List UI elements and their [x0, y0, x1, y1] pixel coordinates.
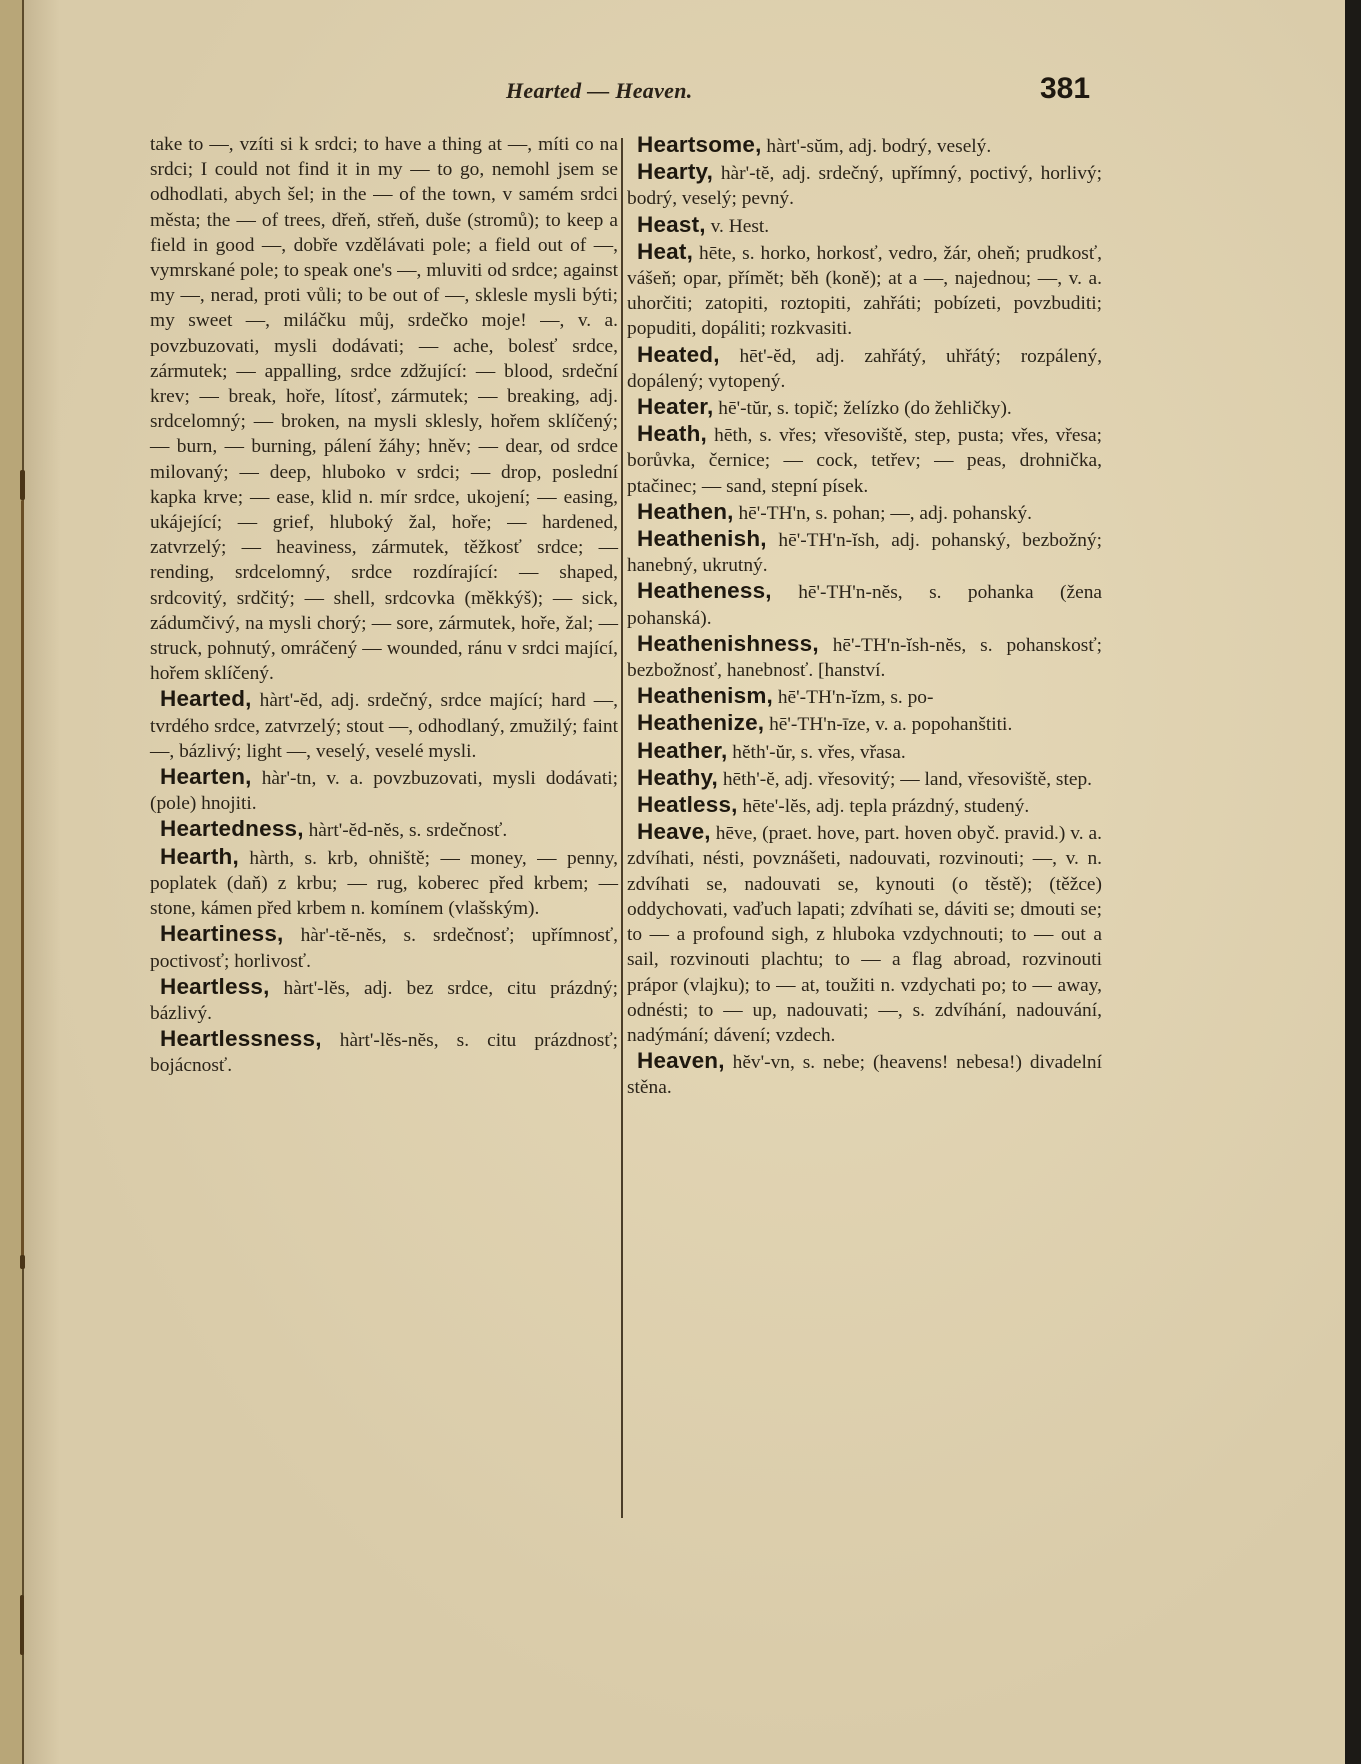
dictionary-entry — [627, 526, 1102, 578]
headword: Heater, — [637, 394, 714, 420]
entry-definition: v. Hest. — [705, 215, 770, 237]
headword: Heathenishness, — [637, 630, 819, 656]
dictionary-entry — [627, 738, 1102, 765]
dictionary-entry — [627, 1048, 1102, 1100]
entry-definition: hē'-TH'n-īze, v. a. popohanštiti. — [764, 714, 1013, 736]
headword: Heaven, — [637, 1048, 725, 1074]
headword: Heathenism, — [637, 683, 773, 709]
entry-definition: hàrt'-ĕd-nĕs, s. srdečnosť. — [303, 820, 508, 842]
entry-definition: hàrt'-sŭm, adj. bodrý, veselý. — [761, 136, 992, 157]
headword: Heathenize, — [637, 710, 765, 736]
entry-definition: hēt'-ĕd, adj. zahřátý, uhřátý; rozpálený, dopálený; vytopený. — [627, 345, 1102, 392]
entry-definition: hēth, s. vřes; vřesoviště, step, pusta; vřes, vřesa; borůvka, černice; — cock, tetřev; — peas, drohnička, ptačinec; — sand, stepní písek. — [627, 425, 1102, 497]
dictionary-entry — [150, 844, 618, 922]
binding-mark — [21, 500, 24, 1260]
headword: Heather, — [637, 737, 728, 763]
dictionary-entry — [150, 764, 618, 816]
dictionary-entry — [150, 921, 618, 973]
headword: Heartsome, — [637, 132, 762, 157]
dictionary-entry — [150, 1026, 618, 1078]
headword: Heatheness, — [637, 578, 772, 604]
entry-definition: hàr'-tn, v. a. povzbuzovati, mysli dodávati; (pole) hnojiti. — [150, 768, 618, 815]
column-divider — [621, 138, 623, 1518]
entry-definition: hēte, s. horko, horkosť, vedro, žár, oheň; prudkosť, vášeň; opar, přímět; běh (koně); at a —, najednou; —, v. a. uhorčiti; zatopiti, roztopiti, zahřáti; pobízeti, povzbuditi; popuditi, dopáliti; rozkvasiti. — [627, 242, 1102, 340]
dictionary-entry — [627, 394, 1102, 421]
entry-definition: hàrth, s. krb, ohniště; — money, — penny, poplatek (daň) z krbu; — rug, koberec před krbem; — stone, kámen před krbem n. komínem (vlašským). — [150, 847, 618, 920]
entry-continuation — [150, 132, 618, 686]
dictionary-entry — [627, 342, 1102, 394]
dictionary-entry — [627, 499, 1102, 526]
entry-definition: hàr'-tĕ-nĕs, s. srdečnosť; upřímnosť, poctivosť; horlivosť. — [150, 925, 618, 972]
dictionary-entry — [150, 974, 618, 1026]
dictionary-entry — [627, 683, 1102, 710]
entry-definition: hàrt'-lĕs-nĕs, s. citu prázdnosť; bojácnosť. — [150, 1030, 618, 1077]
dictionary-entry — [627, 159, 1102, 211]
dictionary-entry — [627, 631, 1102, 683]
entry-definition: hē'-tŭr, s. topič; želízko (do žehličky). — [713, 398, 1012, 420]
headword: Heathen, — [637, 498, 734, 524]
dictionary-entry — [627, 710, 1102, 737]
headword: Heath, — [637, 421, 707, 447]
entry-definition: hē'-TH'n-ĭzm, s. po- — [773, 687, 934, 709]
entry-definition: hēte'-lĕs, adj. tepla prázdný, studený. — [737, 796, 1030, 818]
entry-definition: hē'-TH'n-ĭsh-nĕs, s. pohanskosť; bezbožnosť, hanebnosť. [hanství. — [627, 634, 1102, 682]
dictionary-entry — [627, 212, 1102, 239]
right-column — [627, 132, 1102, 1101]
headword: Heartlessness, — [160, 1026, 322, 1052]
dictionary-entry — [627, 132, 1102, 159]
binding-mark — [20, 470, 25, 500]
headword: Heartedness, — [160, 816, 304, 842]
headword: Heathenish, — [637, 526, 767, 552]
entry-definition: hēth'-ĕ, adj. vřesovitý; — land, vřesoviště, step. — [718, 768, 1093, 790]
headword: Hearten, — [160, 764, 252, 790]
headword: Heathy, — [637, 764, 719, 790]
dictionary-entry — [150, 816, 618, 843]
headword: Hearth, — [160, 843, 239, 869]
dictionary-entry — [627, 819, 1102, 1048]
headword: Heat, — [637, 238, 694, 264]
dictionary-entry — [627, 578, 1102, 630]
headword: Heartless, — [160, 973, 270, 999]
running-head: Hearted — Heaven. — [506, 78, 693, 103]
entry-definition: hàr'-tĕ, adj. srdečný, upřímný, poctivý, horlivý; bodrý, veselý; pevný. — [627, 163, 1102, 210]
entry-definition: hĕv'-vn, s. nebe; (heavens! nebesa!) divadelní stěna. — [627, 1052, 1102, 1099]
dictionary-entry — [627, 421, 1102, 499]
entry-definition: hē'-TH'n, s. pohan; —, adj. pohanský. — [733, 502, 1032, 524]
headword: Hearty, — [637, 159, 714, 185]
entry-definition: take to —, vzíti si k srdci; to have a thing at —, míti co na srdci; I could not find it in my — to go, nemohl jsem se odhodlati, abych šel; in the — of the town, v samém srdci města; the — of trees, dřeň, střeň, duše (stromů); to keep a field in good —, dobře vzdělávati pole; a field out of —, vymrskané pole; to speak one's —, mluviti od srdce; against my —, nerad, proti vůli; to be out of —, sklesle mysli býti; my sweet —, miláčku můj, srdečko moje! —, v. a. povzbuzovati, mysli dodávati; — ache, bolesť srdce, zármutek; — appalling, srdce zdžující: — blood, srdeční krev; — break, hoře, lítosť, zármutek; — breaking, adj. srdcelomný; — broken, na mysli sklesly, hořem sklíčený; — burn, — burning, pálení žáhy; hněv; — dear, od srdce milovaný; — deep, hluboko v srdci; — drop, poslední kapka krve; — ease, klid n. mír srdce, ukojení; — easing, ukájející; — grief, hluboký žal, hoře; — hardened, zatvrzelý; — heaviness, zármutek, těžkosť srdce; — rending, srdcelomný, srdce rozdírající: — shaped, srdcovitý, srdčitý; — shell, srdcovka (měkkýš); — sick, zádumčivý, na mysli chorý; — sore, zármutek, hoře, žal; — struck, pohnutý, omráčený — wounded, ránu v srdci mající, hořem sklíčený. — [150, 134, 618, 685]
headword: Heated, — [637, 341, 720, 367]
entry-definition: hàrt'-ĕd, adj. srdečný, srdce mající; hard —, tvrdého srdce, zatvrzelý; stout —, odhodlaný, zmužilý; faint —, bázlivý; light —, veselý, veselé mysli. — [150, 690, 618, 762]
binding-mark — [20, 1595, 24, 1655]
headword: Heatless, — [637, 792, 738, 818]
dictionary-entry — [627, 765, 1102, 792]
entry-definition: hàrt'-lĕs, adj. bez srdce, citu prázdný; bázlivý. — [150, 977, 618, 1024]
entry-definition: hē'-TH'n-nĕs, s. pohanka (žena pohanská). — [627, 582, 1102, 629]
dictionary-entry — [627, 792, 1102, 819]
headword: Hearted, — [160, 686, 252, 712]
left-column — [150, 132, 618, 1079]
page-number: 381 — [1040, 72, 1091, 105]
dictionary-entry — [150, 686, 618, 764]
headword: Heast, — [637, 211, 706, 237]
headword: Heartiness, — [160, 921, 284, 947]
binding-mark — [20, 1255, 25, 1269]
entry-definition: hĕth'-ŭr, s. vřes, vřasa. — [727, 741, 906, 763]
headword: Heave, — [637, 819, 711, 845]
entry-definition: hēve, (praet. hove, part. hoven obyč. pravid.) v. a. zdvíhati, nésti, povznášeti, nadouvati, rozvinouti; —, v. n. zdvíhati se, nadouvati se, kynouti (o těstě); (těžce) oddychovati, vaďuch lapati; zdvíhati se, dáviti se; dmouti se; to — a profound sigh, z hluboka vzdychnouti; to — out a sail, rozvinouti plachtu; to — a flag abroad, rozvinouti prápor (vlajku); to — at, toužiti n. vzdychati po; to — away, odnésti; to — up, nadouvati; —, s. zdvíhání, nadouvání, nadýmání; dávení; vzdech. — [627, 823, 1102, 1046]
dictionary-entry — [627, 239, 1102, 342]
entry-definition: hē'-TH'n-ĭsh, adj. pohanský, bezbožný; hanebný, ukrutný. — [627, 530, 1102, 577]
